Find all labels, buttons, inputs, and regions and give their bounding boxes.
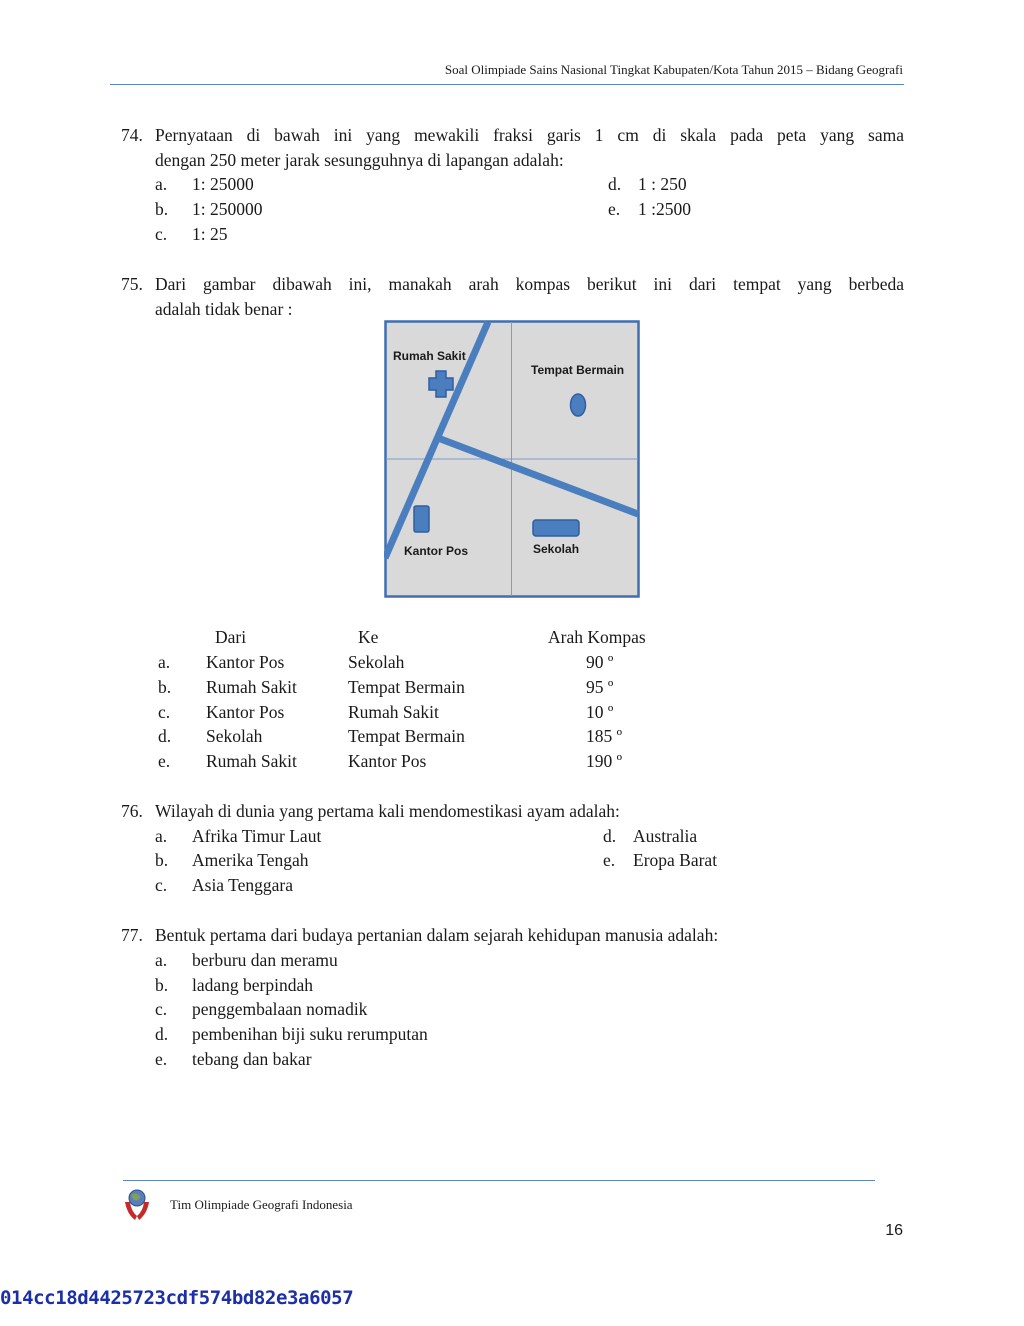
row-to: Tempat Bermain: [348, 726, 465, 746]
label-tempat-bermain: Tempat Bermain: [531, 363, 625, 377]
option-b: [155, 197, 263, 222]
team-logo-icon: [122, 1188, 152, 1222]
option-text: Amerika Tengah: [192, 850, 309, 870]
playground-icon: [571, 394, 586, 416]
option-text: ladang berpindah: [192, 975, 313, 995]
label-rumah-sakit: Rumah Sakit: [393, 349, 466, 363]
option-letter: a.: [155, 826, 168, 846]
document-hash: 014cc18d4425723cdf574bd82e3a6057: [0, 1287, 354, 1309]
option-letter: c.: [155, 875, 168, 895]
row-letter: e.: [158, 751, 171, 771]
row-from: Kantor Pos: [206, 652, 285, 672]
row-from: Rumah Sakit: [206, 751, 297, 771]
option-c: [155, 997, 368, 1022]
option-text: Australia: [633, 826, 698, 846]
option-letter: a.: [155, 950, 168, 970]
option-b: [155, 973, 313, 998]
page-number: 16: [885, 1222, 903, 1239]
row-bearing: 185 º: [586, 726, 623, 746]
row-from: Kantor Pos: [206, 702, 285, 722]
option-text: 1 : 250: [638, 174, 687, 194]
question-stem-line: Dari gambar dibawah ini, manakah arah kompas berikut ini dari tempat yang berbeda: [155, 274, 904, 294]
option-a: [155, 824, 322, 849]
post-office-icon: [414, 506, 429, 532]
option-a: [155, 948, 338, 973]
question-stem-line: Wilayah di dunia yang pertama kali mendomestikasi ayam adalah:: [155, 801, 620, 821]
option-text: Afrika Timur Laut: [192, 826, 322, 846]
header-dari: Dari: [215, 627, 247, 647]
row-letter: c.: [158, 702, 171, 722]
row-letter: b.: [158, 677, 172, 697]
option-text: penggembalaan nomadik: [192, 999, 368, 1019]
row-bearing: 90 º: [586, 652, 614, 672]
label-kantor-pos: Kantor Pos: [404, 544, 469, 558]
header-rule: [110, 84, 904, 85]
location-map: [384, 320, 640, 598]
header-arah-kompas: Arah Kompas: [548, 627, 646, 647]
option-e: [603, 848, 718, 873]
option-text: 1 :2500: [638, 199, 691, 219]
question-number: 76.: [121, 801, 143, 821]
option-letter: d.: [608, 174, 622, 194]
option-text: Asia Tenggara: [192, 875, 293, 895]
running-header: Soal Olimpiade Sains Nasional Tingkat Kabupaten/Kota Tahun 2015 – Bidang Geografi: [444, 62, 903, 77]
option-letter: e.: [608, 199, 621, 219]
option-letter: b.: [155, 199, 169, 219]
question-stem-line: adalah tidak benar :: [155, 299, 293, 319]
header-ke: Ke: [358, 627, 379, 647]
option-letter: d.: [155, 1024, 169, 1044]
question-number: 74.: [121, 125, 143, 145]
row-to: Tempat Bermain: [348, 677, 465, 697]
option-letter: c.: [155, 999, 168, 1019]
option-letter: e.: [603, 850, 616, 870]
option-d: [608, 172, 687, 197]
option-e: [155, 1047, 312, 1072]
footer-team-name: Tim Olimpiade Geografi Indonesia: [170, 1197, 353, 1212]
row-to: Kantor Pos: [348, 751, 427, 771]
option-text: 1: 250000: [192, 199, 263, 219]
option-c: [155, 873, 293, 898]
option-text: 1: 25000: [192, 174, 254, 194]
option-e: [608, 197, 691, 222]
row-from: Sekolah: [206, 726, 263, 746]
school-icon: [533, 520, 579, 536]
footer-rule: [123, 1180, 875, 1181]
question-stem-line: Pernyataan di bawah ini yang mewakili fraksi garis 1 cm di skala pada peta yang sama: [155, 125, 904, 145]
row-letter: d.: [158, 726, 172, 746]
option-text: tebang dan bakar: [192, 1049, 312, 1069]
option-text: 1: 25: [192, 224, 228, 244]
row-bearing: 190 º: [586, 751, 623, 771]
option-b: [155, 848, 309, 873]
question-stem-line: Bentuk pertama dari budaya pertanian dalam sejarah kehidupan manusia adalah:: [155, 925, 719, 945]
label-sekolah: Sekolah: [533, 542, 580, 556]
question-number: 77.: [121, 925, 143, 945]
option-text: pembenihan biji suku rerumputan: [192, 1024, 428, 1044]
row-from: Rumah Sakit: [206, 677, 297, 697]
row-to: Rumah Sakit: [348, 702, 439, 722]
option-letter: c.: [155, 224, 168, 244]
option-letter: a.: [155, 174, 168, 194]
row-bearing: 10 º: [586, 702, 614, 722]
option-letter: b.: [155, 975, 169, 995]
row-to: Sekolah: [348, 652, 405, 672]
question-stem-line: dengan 250 meter jarak sesungguhnya di lapangan adalah:: [155, 150, 564, 170]
option-letter: d.: [603, 826, 617, 846]
option-letter: b.: [155, 850, 169, 870]
option-letter: e.: [155, 1049, 168, 1069]
option-d: [603, 824, 698, 849]
option-text: Eropa Barat: [633, 850, 718, 870]
option-text: berburu dan meramu: [192, 950, 338, 970]
question-number: 75.: [121, 274, 143, 294]
row-letter: a.: [158, 652, 171, 672]
row-bearing: 95 º: [586, 677, 614, 697]
option-d: [155, 1022, 428, 1047]
option-c: [155, 222, 228, 247]
option-a: [155, 172, 254, 197]
